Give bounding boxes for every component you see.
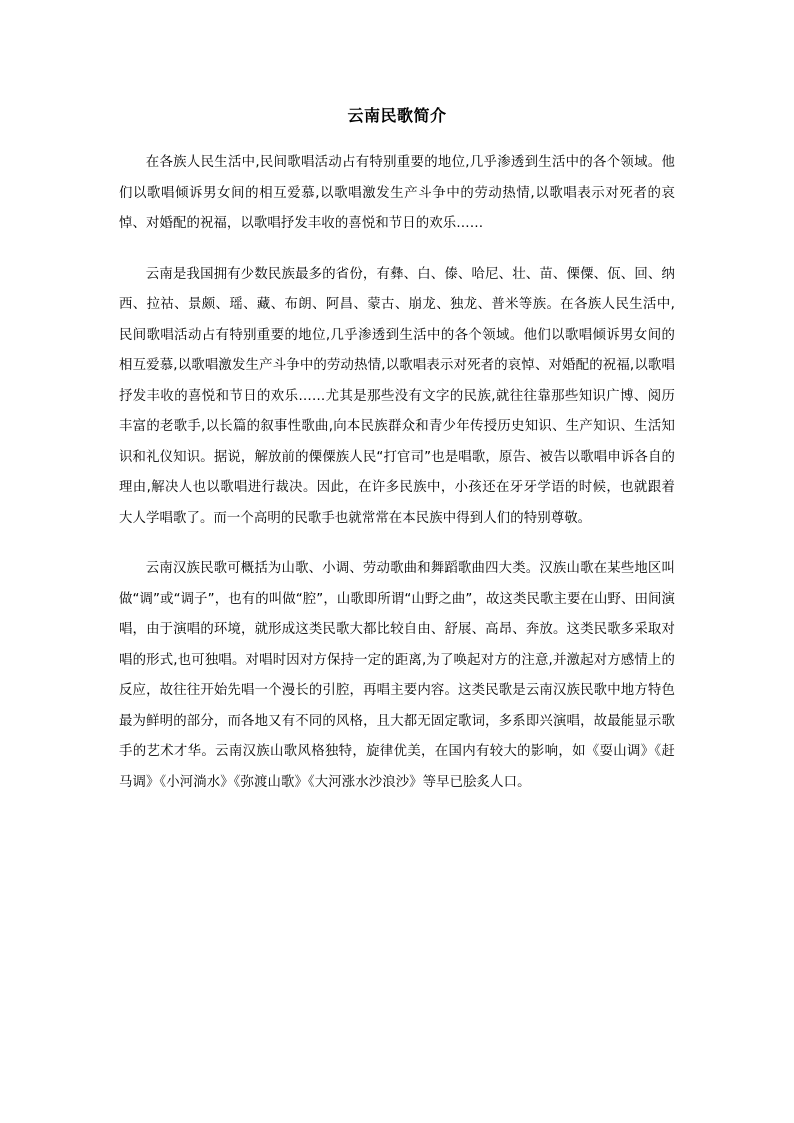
document-body xyxy=(119,148,675,818)
paragraph-2: 云南是我国拥有少数民族最多的省份，有彝、白、傣、哈尼、壮、苗、傈僳、佤、回、纳西、拉祜、景颇、瑶、藏、布朗、阿昌、蒙古、崩龙、独龙、普米等族。在各族人民生活中,民间歌唱活动占有特别重要的地位,几乎渗透到生活中的各个领域。他们以歌唱倾诉男女间的相互爱慕,以歌唱激发生产斗争中的劳动热情,以歌唱表示对死者的哀悼、对婚配的祝福,以歌唱抒发丰收的喜悦和节日的欢乐……尤其是那些没有文字的民族,就往往靠那些知识广博、阅历丰富的老歌手,以长篇的叙事性歌曲,向本民族群众和青少年传授历史知识、生产知识、生活知识和礼仪知识。据说，解放前的傈僳族人民“打官司”也是唱歌，原告、被告以歌唱申诉各自的理由,解决人也以歌唱进行裁决。因此，在许多民族中，小孩还在牙牙学语的时候，也就跟着大人学唱歌了。而一个高明的民歌手也就常常在本民族中得到人们的特别尊敬。 xyxy=(119,266,675,526)
paragraph-1: 在各族人民生活中,民间歌唱活动占有特别重要的地位,几乎渗透到生活中的各个领域。他们以歌唱倾诉男女间的相互爱慕,以歌唱激发生产斗争中的劳动热情,以歌唱表示对死者的哀悼、对婚配的祝福，以歌唱抒发丰收的喜悦和节日的欢乐…… xyxy=(119,155,675,231)
document-title: 云南民歌简介 xyxy=(347,106,447,125)
paragraph-3: 云南汉族民歌可概括为山歌、小调、劳动歌曲和舞蹈歌曲四大类。汉族山歌在某些地区叫做“调”或“调子”，也有的叫做“腔”，山歌即所谓“山野之曲”，故这类民歌主要在山野、田间演唱，由于演唱的环境，就形成这类民歌大都比较自由、舒展、高昂、奔放。这类民歌多采取对唱的形式,也可独唱。对唱时因对方保持一定的距离,为了唤起对方的注意,并激起对方感情上的反应，故往往开始先唱一个漫长的引腔，再唱主要内容。这类民歌是云南汉族民歌中地方特色最为鲜明的部分，而各地又有不同的风格，且大都无固定歌词，多系即兴演唱，故最能显示歌手的艺术才华。云南汉族山歌风格独特，旋律优美，在国内有较大的影响，如《耍山调》《赶马调》《小河淌水》《弥渡山歌》《大河涨水沙浪沙》等早已脍炙人口。 xyxy=(119,561,675,790)
